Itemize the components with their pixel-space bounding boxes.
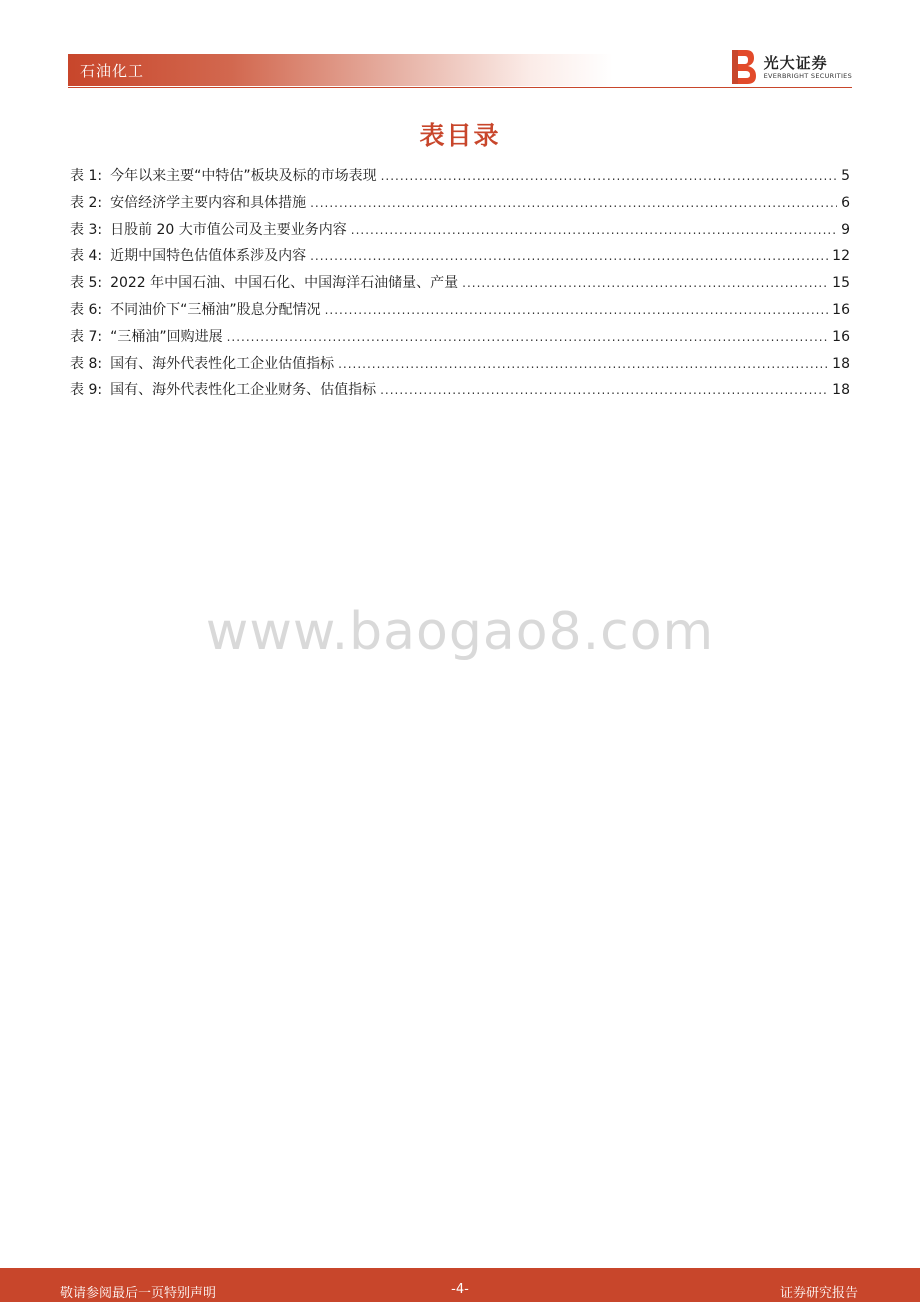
toc-entry-label: 表 2: bbox=[70, 194, 103, 211]
logo-text bbox=[764, 54, 852, 81]
toc-entry[interactable] bbox=[70, 243, 850, 270]
toc-entry-page: 15 bbox=[832, 275, 850, 292]
toc-entry[interactable] bbox=[70, 324, 850, 351]
toc-entry-name: 不同油价下“三桶油”股息分配情况 bbox=[110, 301, 321, 318]
toc-entry[interactable] bbox=[70, 351, 850, 378]
toc-leader-dots bbox=[381, 163, 837, 190]
toc-entry-page: 16 bbox=[832, 328, 850, 345]
toc-entry-name: 近期中国特色估值体系涉及内容 bbox=[110, 248, 307, 265]
watermark: www.baogao8.com bbox=[205, 602, 715, 662]
toc-entry-page: 5 bbox=[841, 168, 850, 184]
header-rule bbox=[68, 87, 852, 88]
toc-entry-page: 9 bbox=[841, 221, 850, 238]
page-header bbox=[68, 54, 852, 88]
toc-entry-label: 表 1: bbox=[70, 168, 103, 184]
footer-report-type: 证券研究报告 bbox=[779, 1286, 858, 1301]
section-title: 石油化工 bbox=[80, 62, 145, 80]
toc-entry-label: 表 3: bbox=[70, 221, 103, 238]
toc-entry-name: 安倍经济学主要内容和具体措施 bbox=[110, 194, 307, 211]
toc-entry-label: 表 5: bbox=[70, 275, 103, 292]
toc-entry-page: 6 bbox=[841, 194, 850, 211]
brand-logo bbox=[732, 48, 852, 86]
toc-entry-label: 表 9: bbox=[70, 382, 103, 399]
logo-cn: 光大证券 bbox=[763, 53, 828, 72]
toc-title: 表目录 bbox=[419, 121, 501, 150]
toc-entry-page: 18 bbox=[832, 355, 850, 372]
toc-entry-label: 表 7: bbox=[70, 328, 103, 345]
toc-leader-dots bbox=[380, 377, 828, 404]
toc-entry-page: 18 bbox=[832, 382, 850, 399]
toc-entry[interactable] bbox=[70, 190, 850, 217]
toc-entry-name: 国有、海外代表性化工企业估值指标 bbox=[110, 355, 335, 372]
logo-en: EVERBRIGHT SECURITIES bbox=[763, 71, 852, 80]
toc-entry-name: 国有、海外代表性化工企业财务、估值指标 bbox=[110, 382, 377, 399]
footer-page-number: -4- bbox=[451, 1282, 469, 1297]
toc-entry[interactable] bbox=[70, 217, 850, 244]
toc-entry-label: 表 6: bbox=[70, 301, 103, 318]
toc-leader-dots bbox=[338, 351, 828, 378]
toc-entry-name: 2022 年中国石油、中国石化、中国海洋石油储量、产量 bbox=[110, 275, 459, 292]
toc-entry[interactable] bbox=[70, 163, 850, 190]
toc-entry-name: “三桶油”回购进展 bbox=[110, 328, 223, 345]
toc-entry-name: 今年以来主要“中特估”板块及标的市场表现 bbox=[110, 168, 377, 184]
page-footer bbox=[0, 1268, 920, 1302]
toc-leader-dots bbox=[227, 324, 829, 351]
toc-leader-dots bbox=[351, 217, 837, 244]
toc-entry[interactable] bbox=[70, 270, 850, 297]
toc-entry-page: 12 bbox=[832, 248, 850, 265]
toc-entry[interactable] bbox=[70, 297, 850, 324]
toc-entry-name: 日股前 20 大市值公司及主要业务内容 bbox=[110, 221, 347, 238]
header-band bbox=[68, 54, 613, 86]
table-of-contents bbox=[70, 163, 850, 404]
toc-entry-label: 表 8: bbox=[70, 355, 103, 372]
toc-leader-dots bbox=[310, 190, 837, 217]
logo-mark-icon bbox=[732, 50, 756, 84]
toc-leader-dots bbox=[462, 270, 828, 297]
toc-leader-dots bbox=[310, 243, 828, 270]
footer-disclaimer: 敬请参阅最后一页特别声明 bbox=[60, 1286, 217, 1301]
toc-entry-label: 表 4: bbox=[70, 248, 103, 265]
toc-entry-page: 16 bbox=[832, 301, 850, 318]
toc-entry[interactable] bbox=[70, 377, 850, 404]
toc-leader-dots bbox=[325, 297, 829, 324]
